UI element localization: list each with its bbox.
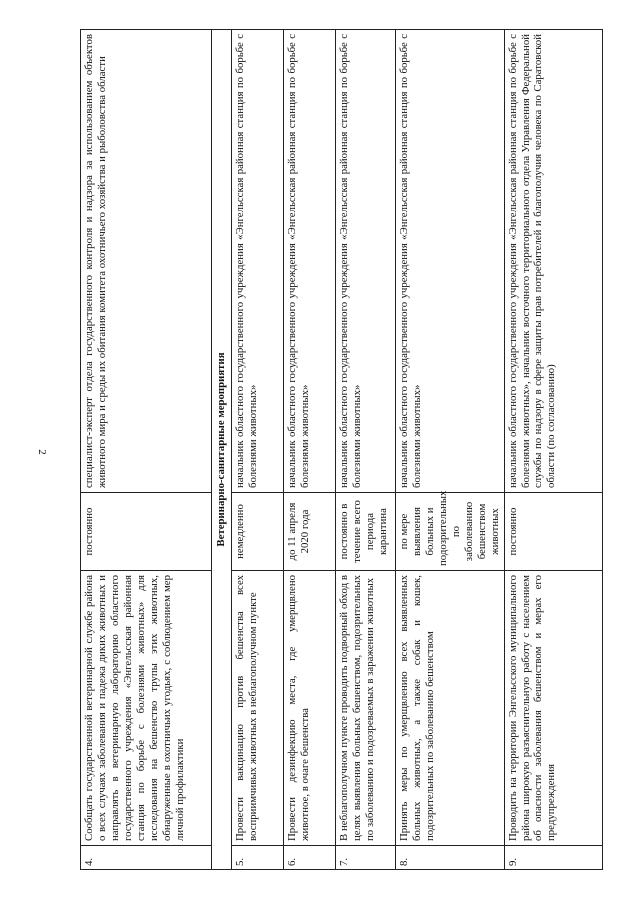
responsible-cell: начальник областного государственного учреждения «Энгельсская районная станция по борьбе с болезнями животных» <box>395 30 504 493</box>
row-number: 8. <box>395 846 504 870</box>
row-number: 6. <box>283 846 335 870</box>
term-cell: немедленно <box>231 493 283 571</box>
table-row <box>335 30 395 870</box>
rotated-table-container <box>80 30 610 870</box>
row-number: 9. <box>504 846 602 870</box>
term-cell: постоянно <box>81 493 212 571</box>
section-header-row <box>212 30 232 870</box>
term-cell: постоянно <box>504 493 602 571</box>
action-cell: Провести дезинфекцию места, где умерщвлено животное, в очаге бешенства <box>283 571 335 846</box>
table-row <box>504 30 602 870</box>
term-cell: по мере выявления больных и подозрительных по заболеванию бешенством животных <box>395 493 504 571</box>
responsible-cell: начальник областного государственного учреждения «Энгельсская районная станция по борьбе с болезнями животных» <box>283 30 335 493</box>
responsible-cell: начальник областного государственного учреждения «Энгельсская районная станция по борьбе с болезнями животных» <box>335 30 395 493</box>
responsible-cell: начальник областного государственного учреждения «Энгельсская районная станция по борьбе с болезнями животных» <box>231 30 283 493</box>
responsible-cell: специалист-эксперт отдела государственного контроля и надзора за использованием объектов животного мира и среды их обитания комитета охотничьего хозяйства и рыболовства области <box>81 30 212 493</box>
term-cell: постоянно в течение всего периода карантина <box>335 493 395 571</box>
term-cell: до 11 апреля 2020 года <box>283 493 335 571</box>
table-row <box>81 30 212 870</box>
action-cell: Провести вакцинацию против бешенства всех восприимчивых животных в неблагополучном пункте <box>231 571 283 846</box>
responsible-cell: начальник областного государственного учреждения «Энгельсская районная станция по борьбе с болезнями животных», начальник восточного территориального отдела Управления Федеральной службы по надзору в сфере защиты прав потребителей и благополучия человека по Саратовской области (по согласованию) <box>504 30 602 493</box>
page-number: 2 <box>36 449 48 455</box>
measures-table <box>80 29 603 870</box>
row-number: 4. <box>81 846 212 870</box>
action-cell: Принять меры по умерщвлению всех выявленных больных животных, а также собак и кошек, подозрительных по заболеванию бешенством <box>395 571 504 846</box>
row-number: 5. <box>231 846 283 870</box>
row-number: 7. <box>335 846 395 870</box>
table-row <box>395 30 504 870</box>
action-cell: Сообщать государственной ветеринарной службе района о всех случаях заболевания и падежа диких животных и направлять в ветеринарную лабораторию областного государственного учреждения «Энгельсская районная станция по борьбе с болезнями животных» для исследования на бешенство трупы этих животных, обнаруженные в охотничьих угодьях, с соблюдением мер личной профилактики <box>81 571 212 846</box>
table-row <box>283 30 335 870</box>
action-cell: Проводить на территории Энгельсского муниципального района широкую разъяснительную работу с населением об опасности заболевания бешенством и мерах его предупреждения <box>504 571 602 846</box>
action-cell: В неблагополучном пункте проводить подворный обход в целях выявления больных бешенством, подозрительных по заболеванию и подозреваемых в заражении животных <box>335 571 395 846</box>
table-row <box>231 30 283 870</box>
section-header: Ветеринарно-санитарные мероприятия <box>212 30 232 870</box>
